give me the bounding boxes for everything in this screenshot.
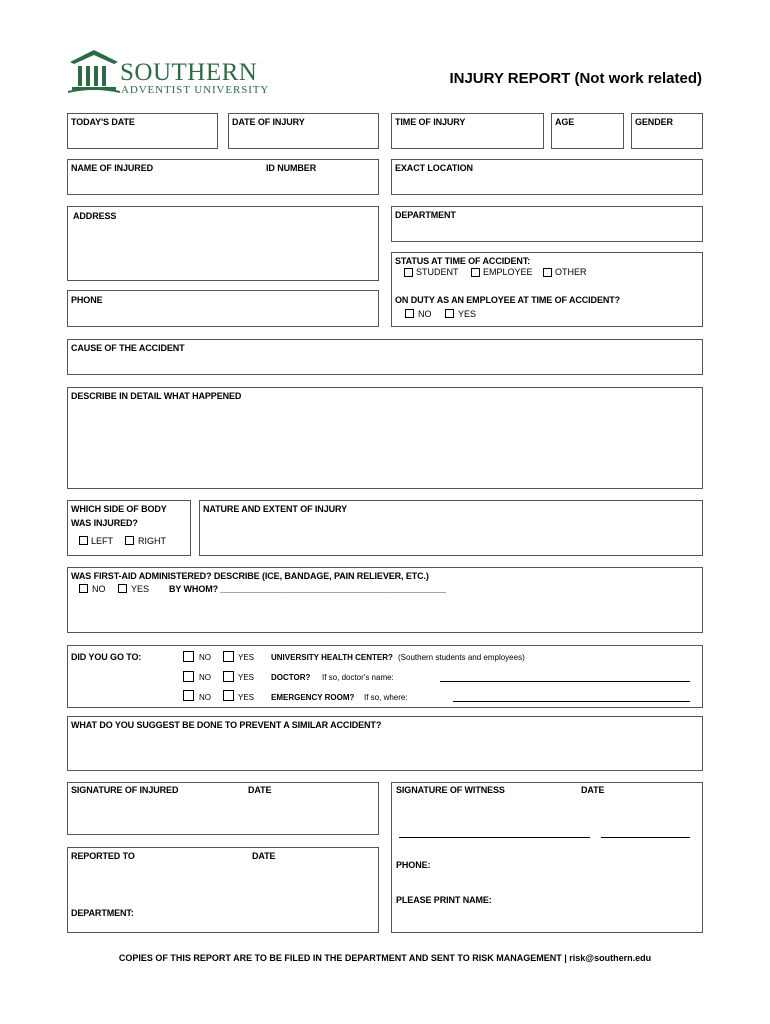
todays-date-label: TODAY'S DATE: [71, 117, 135, 127]
address-label: ADDRESS: [73, 211, 117, 221]
on-duty-yes-checkbox[interactable]: [445, 309, 454, 318]
signature-injured-label: SIGNATURE OF INJURED: [71, 785, 179, 795]
status-other-label: OTHER: [555, 267, 587, 277]
status-employee-checkbox[interactable]: [471, 268, 480, 277]
reported-to-date-label: DATE: [252, 851, 276, 861]
witness-date-label: DATE: [581, 785, 605, 795]
side-left-checkbox[interactable]: [79, 536, 88, 545]
doctor-no-checkbox[interactable]: [183, 671, 194, 682]
doctor-yes-checkbox[interactable]: [223, 671, 234, 682]
er-no-checkbox[interactable]: [183, 690, 194, 701]
witness-date-line[interactable]: [601, 837, 690, 838]
doctor-name-line[interactable]: [440, 681, 690, 682]
witness-signature-line[interactable]: [399, 837, 590, 838]
side-of-body-label-1: WHICH SIDE OF BODY: [71, 504, 167, 514]
time-of-injury-label: TIME OF INJURY: [395, 117, 466, 127]
er-where-line[interactable]: [453, 701, 690, 702]
side-right-label: RIGHT: [138, 536, 166, 546]
describe-label: DESCRIBE IN DETAIL WHAT HAPPENED: [71, 391, 242, 401]
age-label: AGE: [555, 117, 575, 127]
er-yes-label: YES: [238, 693, 255, 702]
doctor-label: DOCTOR?: [271, 673, 311, 682]
reported-to-label: REPORTED TO: [71, 851, 135, 861]
signature-injured-date-label: DATE: [248, 785, 272, 795]
witness-print-name-label: PLEASE PRINT NAME:: [396, 895, 492, 905]
health-center-note: (Southern students and employees): [398, 653, 525, 662]
gender-label: GENDER: [635, 117, 673, 127]
doctor-note: If so, doctor's name:: [322, 673, 394, 682]
first-aid-no-label: NO: [92, 584, 106, 594]
status-employee-label: EMPLOYEE: [483, 267, 533, 277]
side-of-body-label-2: WAS INJURED?: [71, 518, 138, 528]
health-center-yes-label: YES: [238, 653, 255, 662]
status-label: STATUS AT TIME OF ACCIDENT:: [395, 256, 531, 266]
by-whom-label[interactable]: BY WHOM? ______________________________________________: [169, 584, 447, 594]
university-logo-icon: [68, 46, 120, 94]
on-duty-yes-label: YES: [458, 309, 477, 319]
on-duty-no-label: NO: [418, 309, 432, 319]
logo-wordmark: SOUTHERN: [120, 59, 258, 86]
id-number-label: ID NUMBER: [266, 163, 317, 173]
exact-location-label: EXACT LOCATION: [395, 163, 473, 173]
signature-witness-label: SIGNATURE OF WITNESS: [396, 785, 505, 795]
page-title: INJURY REPORT (Not work related): [449, 70, 702, 87]
describe-field[interactable]: [67, 387, 703, 489]
first-aid-label: WAS FIRST-AID ADMINISTERED? DESCRIBE (ICE, BANDAGE, PAIN RELIEVER, ETC.): [71, 571, 429, 581]
doctor-no-label: NO: [199, 673, 211, 682]
status-student-checkbox[interactable]: [404, 268, 413, 277]
suggest-label: WHAT DO YOU SUGGEST BE DONE TO PREVENT A SIMILAR ACCIDENT?: [71, 720, 382, 730]
footer-note: COPIES OF THIS REPORT ARE TO BE FILED IN THE DEPARTMENT AND SENT TO RISK MANAGEMENT | risk@southern.edu: [118, 953, 652, 963]
logo-subtitle: ADVENTIST UNIVERSITY: [121, 84, 270, 96]
er-no-label: NO: [199, 693, 211, 702]
phone-label: PHONE: [71, 295, 103, 305]
on-duty-label: ON DUTY AS AN EMPLOYEE AT TIME OF ACCIDENT?: [395, 295, 621, 305]
department-label: DEPARTMENT: [395, 210, 456, 220]
reported-department-label: DEPARTMENT:: [71, 908, 134, 918]
health-center-label: UNIVERSITY HEALTH CENTER?: [271, 653, 393, 662]
status-student-label: STUDENT: [416, 267, 459, 277]
first-aid-yes-label: YES: [131, 584, 150, 594]
health-center-yes-checkbox[interactable]: [223, 651, 234, 662]
date-of-injury-label: DATE OF INJURY: [232, 117, 305, 127]
name-of-injured-label: NAME OF INJURED: [71, 163, 154, 173]
er-note: If so, where:: [364, 693, 408, 702]
doctor-yes-label: YES: [238, 673, 255, 682]
er-label: EMERGENCY ROOM?: [271, 693, 355, 702]
side-right-checkbox[interactable]: [125, 536, 134, 545]
did-you-go-label: DID YOU GO TO:: [71, 652, 142, 662]
first-aid-no-checkbox[interactable]: [79, 584, 88, 593]
health-center-no-label: NO: [199, 653, 211, 662]
health-center-no-checkbox[interactable]: [183, 651, 194, 662]
nature-label: NATURE AND EXTENT OF INJURY: [203, 504, 347, 514]
side-left-label: LEFT: [91, 536, 114, 546]
on-duty-no-checkbox[interactable]: [405, 309, 414, 318]
cause-label: CAUSE OF THE ACCIDENT: [71, 343, 185, 353]
witness-phone-label: PHONE:: [396, 860, 431, 870]
first-aid-yes-checkbox[interactable]: [118, 584, 127, 593]
witness-section: [391, 782, 703, 933]
phone-field[interactable]: [67, 290, 379, 327]
status-other-checkbox[interactable]: [543, 268, 552, 277]
er-yes-checkbox[interactable]: [223, 690, 234, 701]
